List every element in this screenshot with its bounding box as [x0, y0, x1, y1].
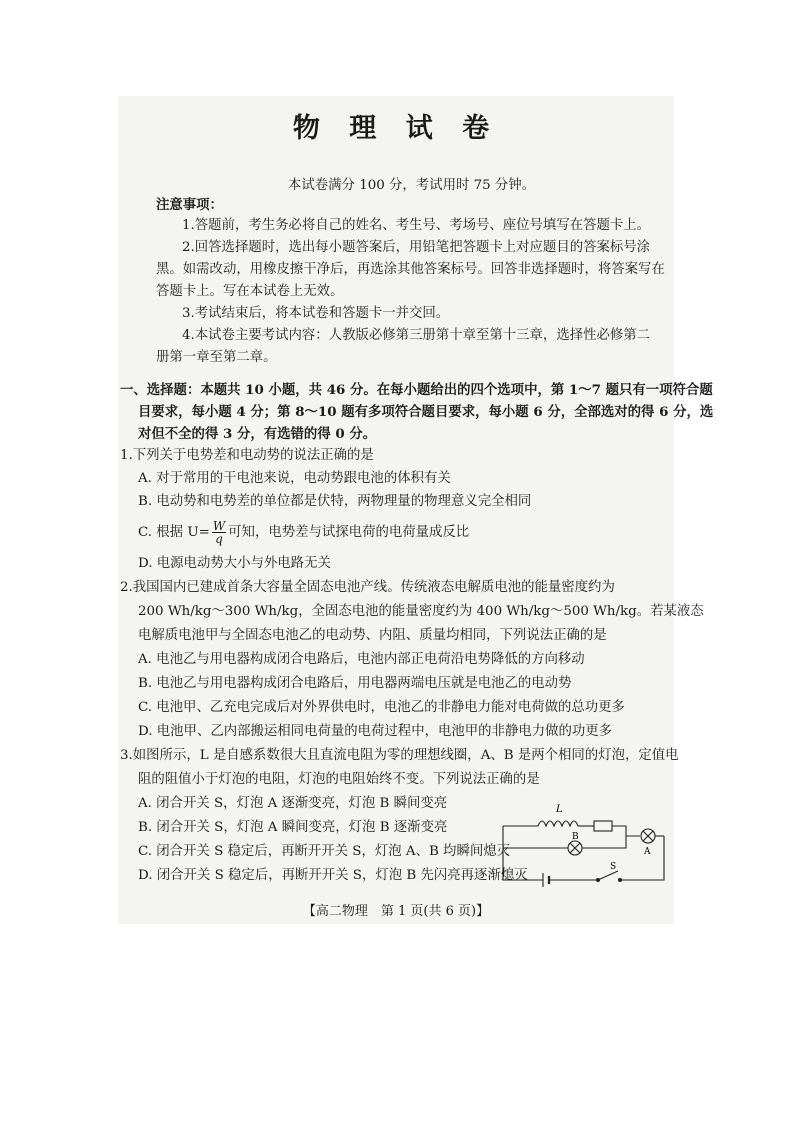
- notice-item: 册第一章至第二章。: [156, 350, 277, 365]
- question-stem: 200 Wh/kg～300 Wh/kg，全固态电池的能量密度约为 400 Wh/kg～500 Wh/kg。若某液态: [138, 604, 704, 619]
- section-instructions: 目要求，每小题 4 分；第 8～10 题有多项符合题目要求，每小题 6 分，全部选对的得 6 分，选: [138, 404, 714, 420]
- question-stem: 2.我国国内已建成首条大容量全固态电池产线。传统液态电解质电池的能量密度约为: [120, 580, 615, 595]
- page-footer: 【高二物理 第 1 页(共 6 页)】: [302, 904, 490, 919]
- notice-heading: 注意事项：: [156, 197, 223, 213]
- exam-info: 本试卷满分 100 分，考试用时 75 分钟。: [288, 178, 536, 193]
- option-c-prefix: C. 根据 U=: [138, 525, 210, 540]
- notice-item: 1.答题前，考生务必将自己的姓名、考生号、考场号、座位号填写在答题卡上。: [182, 218, 651, 233]
- page-title: 物 理 试 卷: [292, 113, 500, 144]
- label-b: B: [572, 832, 579, 842]
- option-b: B. 闭合开关 S，灯泡 A 瞬间变亮，灯泡 B 逐渐变亮: [138, 820, 448, 835]
- option-b: B. 电池乙与用电器构成闭合电路后，用电器两端电压就是电池乙的电动势: [138, 676, 572, 691]
- notice-item: 黑。如需改动，用橡皮擦干净后，再选涂其他答案标号。回答非选择题时，将答案写在: [156, 262, 665, 277]
- option-a: A. 电池乙与用电器构成闭合电路后，电池内部正电荷沿电势降低的方向移动: [138, 652, 585, 667]
- notice-item: 3.考试结束后，将本试卷和答题卡一并交回。: [182, 306, 450, 321]
- option-a: A. 闭合开关 S，灯泡 A 逐渐变亮，灯泡 B 瞬间变亮: [138, 796, 448, 811]
- notice-item: 2.回答选择题时，选出每小题答案后，用铅笔把答题卡上对应题目的答案标号涂: [182, 240, 651, 255]
- notice-item: 4.本试卷主要考试内容：人教版必修第三册第十章至第十三章，选择性必修第二: [182, 328, 651, 343]
- option-d: D. 闭合开关 S 稳定后，再断开开关 S，灯泡 B 先闪亮再逐渐熄灭: [138, 868, 528, 883]
- inductor-coil: [538, 821, 578, 826]
- question-stem: 电解质电池甲与全固态电池乙的电动势、内阻、质量均相同，下列说法正确的是: [138, 628, 607, 643]
- option-b: B. 电动势和电势差的单位都是伏特，两物理量的物理意义完全相同: [138, 494, 532, 509]
- exam-page: [118, 96, 714, 924]
- option-d: D. 电源电动势大小与外电路无关: [138, 556, 331, 571]
- section-instructions: 对但不全的得 3 分，有选错的得 0 分。: [138, 426, 377, 442]
- circuit-diagram: [498, 796, 670, 892]
- label-a: A: [644, 847, 651, 857]
- option-c: C. 闭合开关 S 稳定后，再断开开关 S，灯泡 A、B 均瞬间熄灭: [138, 844, 511, 859]
- option-c: C. 电池甲、乙充电完成后对外界供电时，电池乙的非静电力能对电荷做的总功更多: [138, 700, 625, 715]
- option-d: D. 电池甲、乙内部搬运相同电荷量的电荷过程中，电池甲的非静电力做的功更多: [138, 724, 613, 739]
- question-stem: 1.下列关于电势差和电动势的说法正确的是: [120, 448, 374, 463]
- fraction-denominator: q: [215, 532, 223, 546]
- fraction-numerator: W: [212, 519, 226, 533]
- question-stem: 阻的阻值小于灯泡的电阻，灯泡的电阻始终不变。下列说法正确的是: [138, 772, 540, 787]
- switch-blade: [598, 871, 618, 880]
- question-stem: 3.如图所示，L 是自感系数很大且直流电阻为零的理想线圈，A、B 是两个相同的灯泡，定值电: [120, 748, 679, 763]
- notice-item: 答题卡上。写在本试卷上无效。: [156, 284, 344, 299]
- resistor: [594, 821, 612, 831]
- option-a: A. 对于常用的干电池来说，电动势跟电池的体积有关: [138, 471, 451, 486]
- option-c-suffix: 可知，电势差与试探电荷的电荷量成反比: [228, 525, 470, 540]
- fraction: [212, 520, 226, 545]
- label-l: L: [556, 804, 563, 815]
- section-instructions: 一、选择题：本题共 10 小题，共 46 分。在每小题给出的四个选项中，第 1～7 题只有一项符合题: [120, 382, 713, 398]
- option-c: [138, 520, 469, 545]
- label-s: S: [610, 862, 617, 872]
